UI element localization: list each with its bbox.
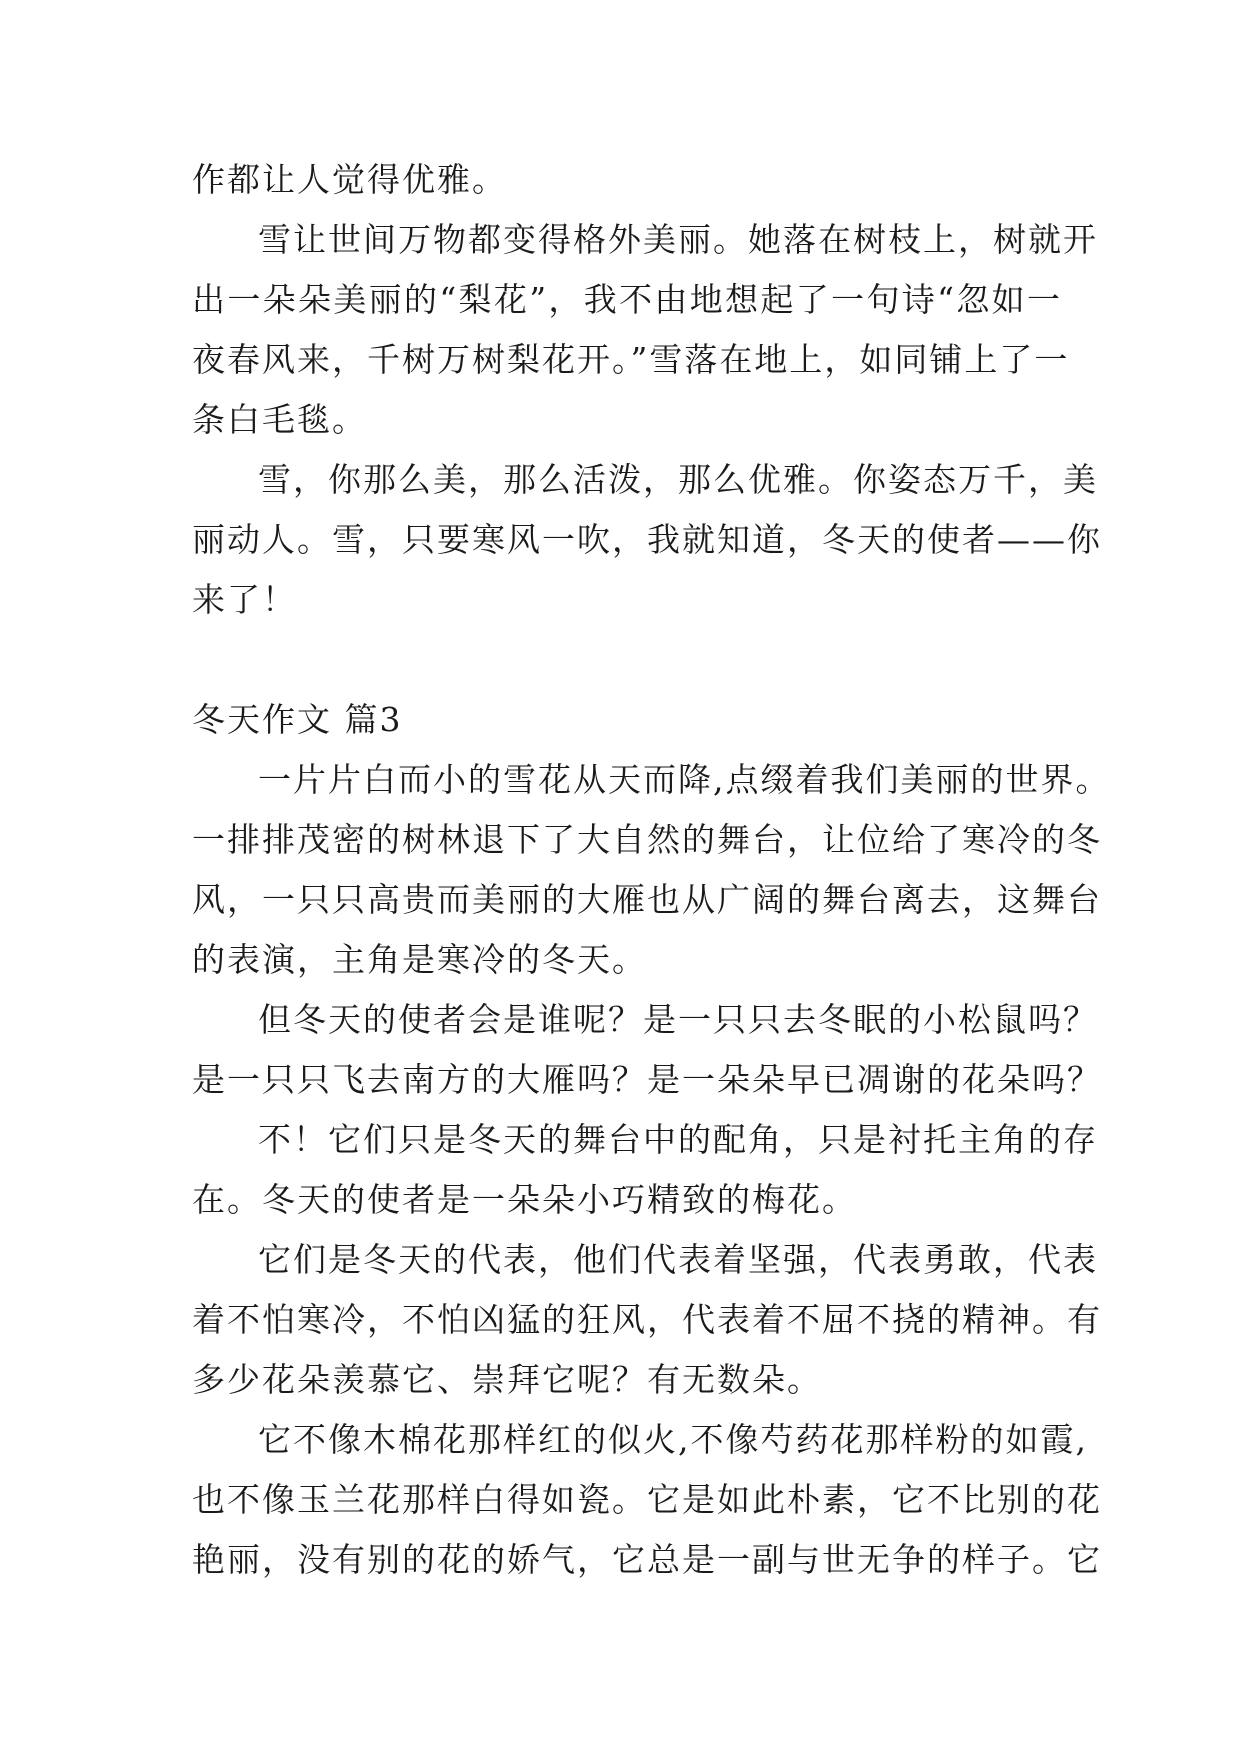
section-heading: 冬天作文 篇3 <box>192 700 403 739</box>
paragraph-start-line: 雪，你那么美，那么活泼，那么优雅。你姿态万千，美 <box>258 460 1098 499</box>
text-line: 一排排茂密的树林退下了大自然的舞台，让位给了寒冷的冬 <box>192 820 1102 859</box>
text-line: 风，一只只高贵而美丽的大雁也从广阔的舞台离去，这舞台 <box>192 880 1102 919</box>
text-line: 夜春风来，千树万树梨花开。”雪落在地上，如同铺上了一 <box>192 340 1070 379</box>
text-line: 艳丽，没有别的花的娇气，它总是一副与世无争的样子。它 <box>192 1540 1102 1579</box>
paragraph-start-line: 一片片白而小的雪花从天而降,点缀着我们美丽的世界。 <box>258 760 1111 799</box>
paragraph-start-line: 但冬天的使者会是谁呢？是一只只去冬眠的小松鼠吗？ <box>258 1000 1098 1039</box>
paragraph-start-line: 它们是冬天的代表，他们代表着坚强，代表勇敢，代表 <box>258 1240 1098 1279</box>
text-line: 的表演，主角是寒冷的冬天。 <box>192 940 647 979</box>
paragraph-start-line: 雪让世间万物都变得格外美丽。她落在树枝上，树就开 <box>258 220 1098 259</box>
text-line: 出一朵朵美丽的“梨花”，我不由地想起了一句诗“忽如一 <box>192 280 1062 319</box>
section-gap <box>192 630 1062 690</box>
document-page <box>192 150 1111 1590</box>
text-line: 着不怕寒冷，不怕凶猛的狂风，代表着不屈不挠的精神。有 <box>192 1300 1102 1339</box>
text-line: 作都让人觉得优雅。 <box>192 160 507 199</box>
text-line: 在。冬天的使者是一朵朵小巧精致的梅花。 <box>192 1180 857 1219</box>
text-line: 条白毛毯。 <box>192 400 367 439</box>
paragraph-start-line: 它不像木棉花那样红的似火,不像芍药花那样粉的如霞, <box>258 1420 1088 1459</box>
text-line: 多少花朵羡慕它、崇拜它呢？有无数朵。 <box>192 1360 822 1399</box>
text-line: 来了！ <box>192 580 297 619</box>
text-line: 丽动人。雪，只要寒风一吹，我就知道，冬天的使者——你 <box>192 520 1102 559</box>
text-line: 是一只只飞去南方的大雁吗？是一朵朵早已凋谢的花朵吗？ <box>192 1060 1102 1099</box>
paragraph-start-line: 不！它们只是冬天的舞台中的配角，只是衬托主角的存 <box>258 1120 1098 1159</box>
text-line: 也不像玉兰花那样白得如瓷。它是如此朴素，它不比别的花 <box>192 1480 1102 1519</box>
